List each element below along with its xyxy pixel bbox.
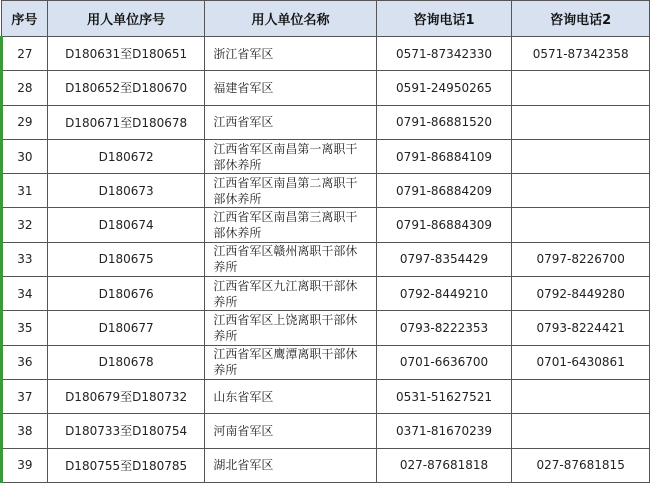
phone-1-cell: 0793-8222353 [376,311,512,345]
header-phone-1: 咨询电话1 [376,1,512,37]
employer-name-cell: 江西省军区南昌第二离职干部休养所 [205,174,376,208]
table-row [2,345,650,379]
employer-code-cell: D180678 [47,345,205,379]
employer-name-cell: 江西省军区鹰潭离职干部休养所 [205,345,376,379]
header-employer-name: 用人单位名称 [205,1,376,37]
serial-number-cell: 39 [2,448,48,482]
phone-1-cell: 0792-8449210 [376,277,512,311]
employer-name-cell: 江西省军区九江离职干部休养所 [205,277,376,311]
serial-number-cell: 27 [2,37,48,71]
header-phone-2: 咨询电话2 [512,1,650,37]
employer-name-cell: 湖北省军区 [205,448,376,482]
employer-code-cell: D180673 [47,174,205,208]
phone-1-cell: 027-87681818 [376,448,512,482]
phone-2-cell [512,379,650,413]
phone-2-cell [512,105,650,139]
serial-number-cell: 32 [2,208,48,242]
serial-number-cell: 30 [2,139,48,173]
employer-code-cell: D180674 [47,208,205,242]
employer-name-cell: 浙江省军区 [205,37,376,71]
phone-1-cell: 0791-86884209 [376,174,512,208]
employer-name-cell: 江西省军区南昌第一离职干部休养所 [205,139,376,173]
serial-number-cell: 29 [2,105,48,139]
employer-name-cell: 江西省军区上饶离职干部休养所 [205,311,376,345]
employer-name-cell: 福建省军区 [205,71,376,105]
phone-2-cell [512,208,650,242]
table-row [2,105,650,139]
phone-2-cell [512,139,650,173]
table-row [2,174,650,208]
employer-code-cell: D180676 [47,277,205,311]
phone-1-cell: 0571-87342330 [376,37,512,71]
employer-name-cell: 江西省军区南昌第三离职干部休养所 [205,208,376,242]
table-row [2,208,650,242]
employer-code-cell: D180652至D180670 [47,71,205,105]
phone-2-cell: 027-87681815 [512,448,650,482]
table-row [2,242,650,276]
employer-code-cell: D180679至D180732 [47,379,205,413]
employer-name-cell: 河南省军区 [205,414,376,448]
phone-2-cell: 0797-8226700 [512,242,650,276]
phone-1-cell: 0797-8354429 [376,242,512,276]
employer-code-cell: D180733至D180754 [47,414,205,448]
phone-1-cell: 0791-86884309 [376,208,512,242]
phone-1-cell: 0791-86881520 [376,105,512,139]
employer-code-cell: D180631至D180651 [47,37,205,71]
table-row [2,71,650,105]
serial-number-cell: 33 [2,242,48,276]
table-row [2,311,650,345]
employer-code-cell: D180755至D180785 [47,448,205,482]
table-row [2,139,650,173]
phone-2-cell [512,414,650,448]
phone-2-cell: 0792-8449280 [512,277,650,311]
serial-number-cell: 35 [2,311,48,345]
phone-2-cell: 0571-87342358 [512,37,650,71]
table-row [2,414,650,448]
phone-2-cell: 0701-6430861 [512,345,650,379]
phone-2-cell [512,71,650,105]
employer-code-cell: D180671至D180678 [47,105,205,139]
serial-number-cell: 38 [2,414,48,448]
table-row [2,448,650,482]
header-row [2,1,650,37]
employer-name-cell: 山东省军区 [205,379,376,413]
serial-number-cell: 31 [2,174,48,208]
header-employer-code: 用人单位序号 [47,1,205,37]
header-serial-number: 序号 [2,1,48,37]
phone-1-cell: 0791-86884109 [376,139,512,173]
serial-number-cell: 36 [2,345,48,379]
phone-1-cell: 0701-6636700 [376,345,512,379]
table-row [2,277,650,311]
phone-2-cell [512,174,650,208]
serial-number-cell: 28 [2,71,48,105]
phone-1-cell: 0371-81670239 [376,414,512,448]
phone-1-cell: 0531-51627521 [376,379,512,413]
employer-code-cell: D180675 [47,242,205,276]
phone-2-cell: 0793-8224421 [512,311,650,345]
table-row [2,379,650,413]
serial-number-cell: 37 [2,379,48,413]
employer-code-cell: D180672 [47,139,205,173]
phone-1-cell: 0591-24950265 [376,71,512,105]
employer-code-cell: D180677 [47,311,205,345]
serial-number-cell: 34 [2,277,48,311]
employer-name-cell: 江西省军区赣州离职干部休养所 [205,242,376,276]
table-row [2,37,650,71]
employer-name-cell: 江西省军区 [205,105,376,139]
